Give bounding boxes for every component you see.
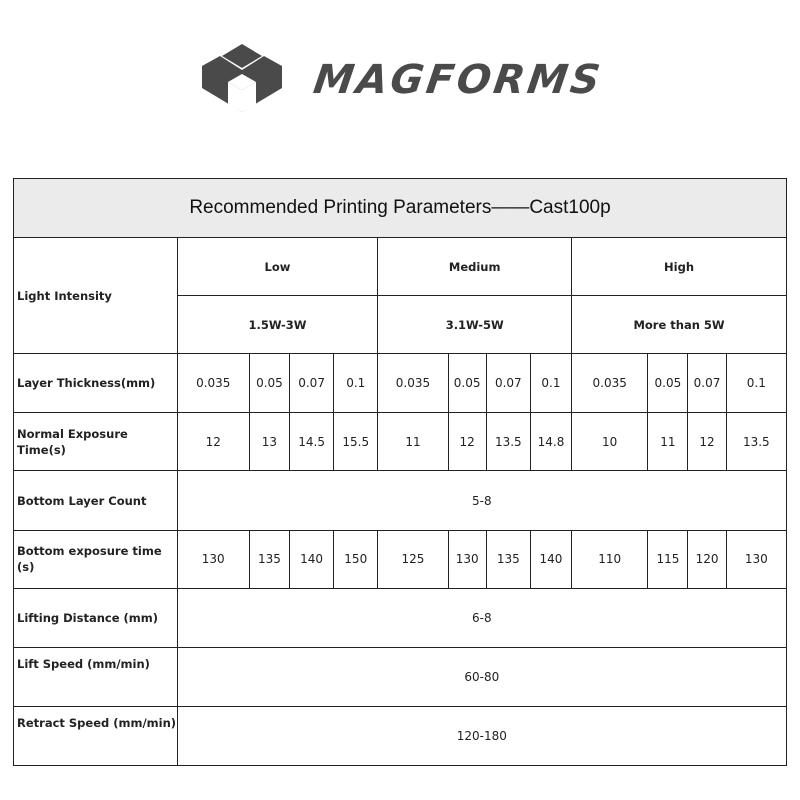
- table-row-lift-speed: [14, 647, 787, 706]
- table-cell: 0.05: [448, 354, 486, 413]
- table-cell: 0.1: [726, 354, 786, 413]
- table-row-normal-exposure: [14, 413, 787, 471]
- table-cell: 14.8: [530, 413, 571, 471]
- level-low: Low: [177, 238, 378, 296]
- row-label-bottom-layer-count: Bottom Layer Count: [14, 471, 178, 530]
- row-label-light-intensity: Light Intensity: [14, 238, 178, 354]
- table-cell: 120-180: [177, 706, 786, 765]
- table-cell: 5-8: [177, 471, 786, 530]
- table-cell: 0.1: [530, 354, 571, 413]
- printing-parameters-table: [13, 178, 787, 766]
- row-label-retract-speed: Retract Speed (mm/min): [14, 706, 178, 765]
- table-row-retract-speed: [14, 706, 787, 765]
- table-cell: 0.07: [688, 354, 726, 413]
- table-cell: 0.035: [572, 354, 648, 413]
- table-cell: 13.5: [726, 413, 786, 471]
- level-medium: Medium: [378, 238, 572, 296]
- table-cell: 15.5: [334, 413, 378, 471]
- table-row-layer-thickness: [14, 354, 787, 413]
- table-cell: 125: [378, 530, 448, 588]
- row-label-bottom-exposure: Bottom exposure time (s): [14, 530, 178, 588]
- table-cell: 120: [688, 530, 726, 588]
- table-cell: 0.07: [290, 354, 334, 413]
- table-cell: 14.5: [290, 413, 334, 471]
- table-cell: 12: [177, 413, 249, 471]
- table-cell: 130: [177, 530, 249, 588]
- power-low: 1.5W-3W: [177, 296, 378, 354]
- table-cell: 110: [572, 530, 648, 588]
- table-cell: 13.5: [486, 413, 530, 471]
- table-cell: 10: [572, 413, 648, 471]
- table-cell: 0.1: [334, 354, 378, 413]
- row-label-lifting-distance: Lifting Distance (mm): [14, 588, 178, 647]
- table-title: Recommended Printing Parameters——Cast100p: [14, 179, 787, 238]
- table-row-bottom-layer-count: [14, 471, 787, 530]
- table-cell: 130: [726, 530, 786, 588]
- row-label-lift-speed: Lift Speed (mm/min): [14, 647, 178, 706]
- row-label-normal-exposure: Normal Exposure Time(s): [14, 413, 178, 471]
- table-cell: 140: [290, 530, 334, 588]
- power-medium: 3.1W-5W: [378, 296, 572, 354]
- table-cell: 0.035: [378, 354, 448, 413]
- table-cell: 135: [486, 530, 530, 588]
- table-cell: 11: [378, 413, 448, 471]
- table-cell: 0.07: [486, 354, 530, 413]
- table-row-bottom-exposure: [14, 530, 787, 588]
- table-cell: 12: [688, 413, 726, 471]
- table-cell: 12: [448, 413, 486, 471]
- table-cell: 0.05: [648, 354, 688, 413]
- level-high: High: [572, 238, 787, 296]
- table-cell: 130: [448, 530, 486, 588]
- table-cell: 150: [334, 530, 378, 588]
- table-cell: 11: [648, 413, 688, 471]
- brand-name: MAGFORMS: [310, 57, 606, 103]
- magforms-logo-icon: [202, 44, 282, 112]
- table-cell: 0.035: [177, 354, 249, 413]
- table-cell: 0.05: [249, 354, 289, 413]
- table-row-lifting-distance: [14, 588, 787, 647]
- table-cell: 140: [530, 530, 571, 588]
- table-cell: 135: [249, 530, 289, 588]
- row-label-layer-thickness: Layer Thickness(mm): [14, 354, 178, 413]
- table-cell: 6-8: [177, 588, 786, 647]
- brand-header: [0, 0, 800, 140]
- table-cell: 13: [249, 413, 289, 471]
- table-cell: 115: [648, 530, 688, 588]
- power-high: More than 5W: [572, 296, 787, 354]
- table-cell: 60-80: [177, 647, 786, 706]
